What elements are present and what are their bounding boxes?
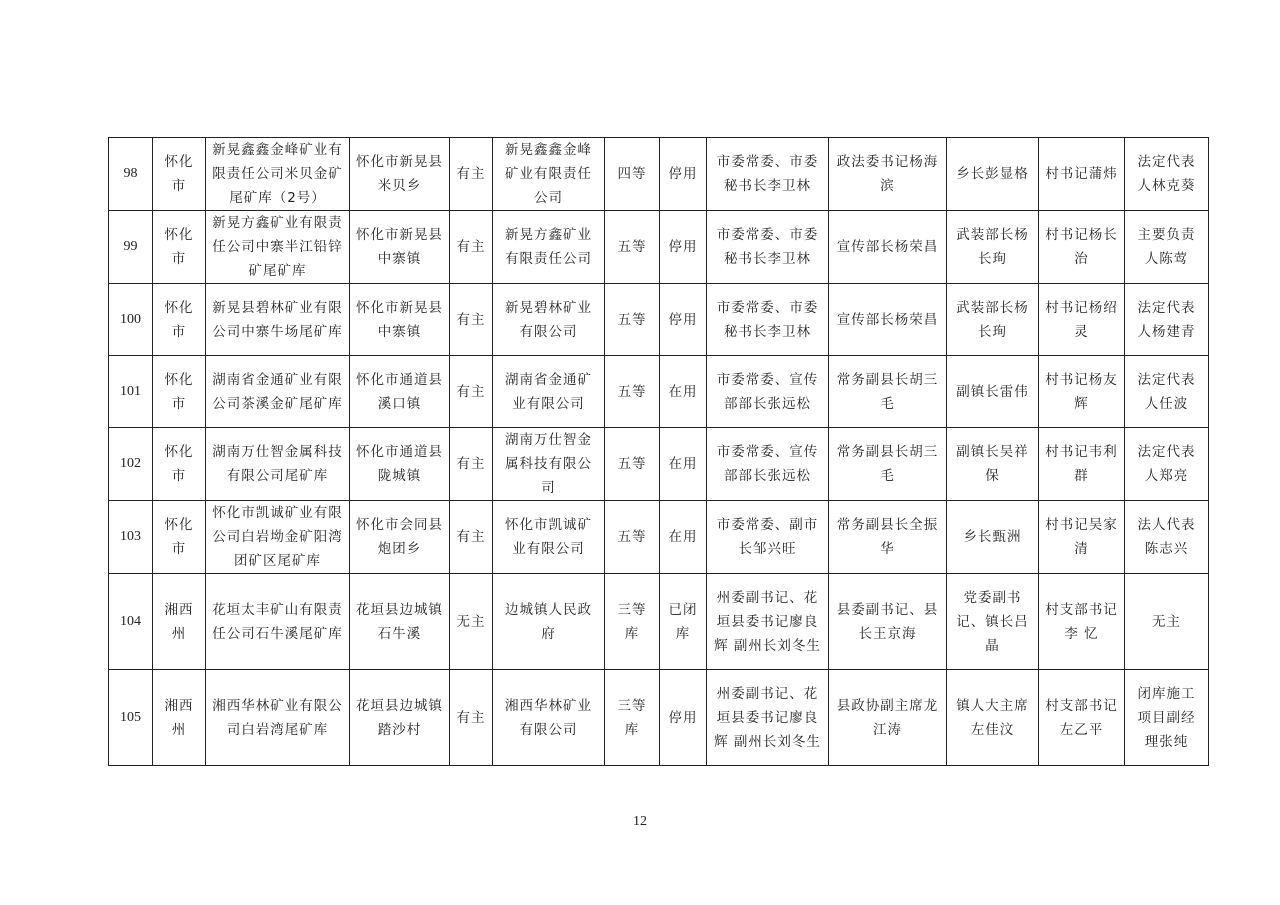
location-cell: 怀化市新晃县中寨镇 <box>350 211 450 284</box>
county-leader-cell: 常务副县长胡三毛 <box>829 356 947 428</box>
owner-status-cell: 有主 <box>450 284 493 356</box>
village-leader-cell: 村书记杨友辉 <box>1039 356 1125 428</box>
village-leader-cell: 村书记杨绍灵 <box>1039 284 1125 356</box>
row-number: 100 <box>109 284 153 356</box>
owner-status-cell: 有主 <box>450 211 493 284</box>
city-leader-cell: 市委常委、市委秘书长李卫林 <box>707 284 829 356</box>
location-cell: 怀化市通道县溪口镇 <box>350 356 450 428</box>
village-leader-cell: 村支部书记 左乙平 <box>1039 670 1125 766</box>
location-cell: 怀化市新晃县中寨镇 <box>350 284 450 356</box>
township-leader-cell: 副镇长吴祥保 <box>947 428 1039 501</box>
location-cell: 怀化市会同县炮团乡 <box>350 501 450 574</box>
responsible-unit-cell: 边城镇人民政府 <box>493 574 605 670</box>
tailings-name-cell: 湘西华林矿业有限公司白岩湾尾矿库 <box>206 670 350 766</box>
responsible-unit-cell: 新晃碧林矿业有限公司 <box>493 284 605 356</box>
township-leader-cell: 武装部长杨长珣 <box>947 284 1039 356</box>
grade-cell: 五等 <box>605 284 660 356</box>
operation-status-cell: 在用 <box>660 356 707 428</box>
operation-status-cell: 在用 <box>660 501 707 574</box>
city-cell: 怀化市 <box>153 284 206 356</box>
row-number: 98 <box>109 138 153 211</box>
village-leader-cell: 村书记韦利群 <box>1039 428 1125 501</box>
county-leader-cell: 宣传部长杨荣昌 <box>829 211 947 284</box>
city-leader-cell: 市委常委、宣传部部长张远松 <box>707 356 829 428</box>
village-leader-cell: 村书记杨长治 <box>1039 211 1125 284</box>
responsible-unit-cell: 湖南万仕智金属科技有限公司 <box>493 428 605 501</box>
row-number: 102 <box>109 428 153 501</box>
page-number: 12 <box>633 814 647 829</box>
township-leader-cell: 镇人大主席左佳汶 <box>947 670 1039 766</box>
city-leader-cell: 市委常委、宣传部部长张远松 <box>707 428 829 501</box>
operation-status-cell: 停用 <box>660 284 707 356</box>
table-row <box>109 284 1209 356</box>
tailings-name-cell: 湖南万仕智金属科技有限公司尾矿库 <box>206 428 350 501</box>
city-cell: 湘西州 <box>153 574 206 670</box>
enterprise-leader-cell: 法定代表人林克葵 <box>1125 138 1209 211</box>
county-leader-cell: 政法委书记杨海滨 <box>829 138 947 211</box>
township-leader-cell: 副镇长雷伟 <box>947 356 1039 428</box>
city-cell: 怀化市 <box>153 211 206 284</box>
responsible-unit-cell: 怀化市凯诚矿业有限公司 <box>493 501 605 574</box>
location-cell: 花垣县边城镇踏沙村 <box>350 670 450 766</box>
city-leader-cell: 州委副书记、花垣县委书记廖良辉 副州长刘冬生 <box>707 574 829 670</box>
responsible-unit-cell: 新晃方鑫矿业有限责任公司 <box>493 211 605 284</box>
row-number: 104 <box>109 574 153 670</box>
township-leader-cell: 武装部长杨长珣 <box>947 211 1039 284</box>
township-leader-cell: 党委副书记、镇长吕晶 <box>947 574 1039 670</box>
responsible-unit-cell: 湖南省金通矿业有限公司 <box>493 356 605 428</box>
table-row <box>109 501 1209 574</box>
responsible-unit-cell: 新晃鑫鑫金峰矿业有限责任公司 <box>493 138 605 211</box>
tailings-name-cell: 湖南省金通矿业有限公司茶溪金矿尾矿库 <box>206 356 350 428</box>
city-leader-cell: 市委常委、市委秘书长李卫林 <box>707 211 829 284</box>
grade-cell: 五等 <box>605 501 660 574</box>
owner-status-cell: 无主 <box>450 574 493 670</box>
township-leader-cell: 乡长甄洲 <box>947 501 1039 574</box>
owner-status-cell: 有主 <box>450 138 493 211</box>
city-leader-cell: 市委常委、副市长邹兴旺 <box>707 501 829 574</box>
tailings-name-cell: 新晃县碧林矿业有限公司中寨牛场尾矿库 <box>206 284 350 356</box>
row-number: 105 <box>109 670 153 766</box>
table-row <box>109 356 1209 428</box>
enterprise-leader-cell: 法定代表人郑亮 <box>1125 428 1209 501</box>
operation-status-cell: 已闭库 <box>660 574 707 670</box>
table-row <box>109 670 1209 766</box>
village-leader-cell: 村支部书记李 忆 <box>1039 574 1125 670</box>
grade-cell: 三等库 <box>605 574 660 670</box>
village-leader-cell: 村书记蒲炜 <box>1039 138 1125 211</box>
operation-status-cell: 在用 <box>660 428 707 501</box>
table-body <box>109 138 1209 766</box>
table-row <box>109 574 1209 670</box>
county-leader-cell: 县政协副主席龙江涛 <box>829 670 947 766</box>
operation-status-cell: 停用 <box>660 670 707 766</box>
city-cell: 怀化市 <box>153 138 206 211</box>
row-number: 101 <box>109 356 153 428</box>
city-cell: 怀化市 <box>153 501 206 574</box>
village-leader-cell: 村书记吴家清 <box>1039 501 1125 574</box>
tailings-name-cell: 新晃鑫鑫金峰矿业有限责任公司米贝金矿尾矿库（2号） <box>206 138 350 211</box>
table-row <box>109 211 1209 284</box>
enterprise-leader-cell: 主要负责人陈莺 <box>1125 211 1209 284</box>
grade-cell: 四等 <box>605 138 660 211</box>
owner-status-cell: 有主 <box>450 501 493 574</box>
county-leader-cell: 县委副书记、县长王京海 <box>829 574 947 670</box>
city-cell: 怀化市 <box>153 356 206 428</box>
operation-status-cell: 停用 <box>660 138 707 211</box>
owner-status-cell: 有主 <box>450 356 493 428</box>
responsible-unit-cell: 湘西华林矿业有限公司 <box>493 670 605 766</box>
enterprise-leader-cell: 闭库施工项目副经理张纯 <box>1125 670 1209 766</box>
enterprise-leader-cell: 法定代表人杨建青 <box>1125 284 1209 356</box>
grade-cell: 五等 <box>605 211 660 284</box>
grade-cell: 五等 <box>605 356 660 428</box>
owner-status-cell: 有主 <box>450 428 493 501</box>
tailings-dam-table <box>108 137 1209 766</box>
table-row <box>109 138 1209 211</box>
county-leader-cell: 常务副县长全振华 <box>829 501 947 574</box>
city-leader-cell: 州委副书记、花垣县委书记廖良辉 副州长刘冬生 <box>707 670 829 766</box>
enterprise-leader-cell: 法人代表陈志兴 <box>1125 501 1209 574</box>
tailings-name-cell: 怀化市凯诚矿业有限公司白岩坳金矿阳湾团矿区尾矿库 <box>206 501 350 574</box>
location-cell: 怀化市新晃县米贝乡 <box>350 138 450 211</box>
grade-cell: 五等 <box>605 428 660 501</box>
location-cell: 花垣县边城镇石牛溪 <box>350 574 450 670</box>
tailings-name-cell: 新晃方鑫矿业有限责任公司中寨半江铅锌矿尾矿库 <box>206 211 350 284</box>
county-leader-cell: 常务副县长胡三毛 <box>829 428 947 501</box>
city-cell: 湘西州 <box>153 670 206 766</box>
tailings-table-container <box>108 137 1208 766</box>
row-number: 103 <box>109 501 153 574</box>
row-number: 99 <box>109 211 153 284</box>
owner-status-cell: 有主 <box>450 670 493 766</box>
grade-cell: 三等库 <box>605 670 660 766</box>
enterprise-leader-cell: 法定代表人任波 <box>1125 356 1209 428</box>
operation-status-cell: 停用 <box>660 211 707 284</box>
city-leader-cell: 市委常委、市委秘书长李卫林 <box>707 138 829 211</box>
county-leader-cell: 宣传部长杨荣昌 <box>829 284 947 356</box>
table-row <box>109 428 1209 501</box>
city-cell: 怀化市 <box>153 428 206 501</box>
enterprise-leader-cell: 无主 <box>1125 574 1209 670</box>
township-leader-cell: 乡长彭显格 <box>947 138 1039 211</box>
location-cell: 怀化市通道县陇城镇 <box>350 428 450 501</box>
tailings-name-cell: 花垣太丰矿山有限责任公司石牛溪尾矿库 <box>206 574 350 670</box>
